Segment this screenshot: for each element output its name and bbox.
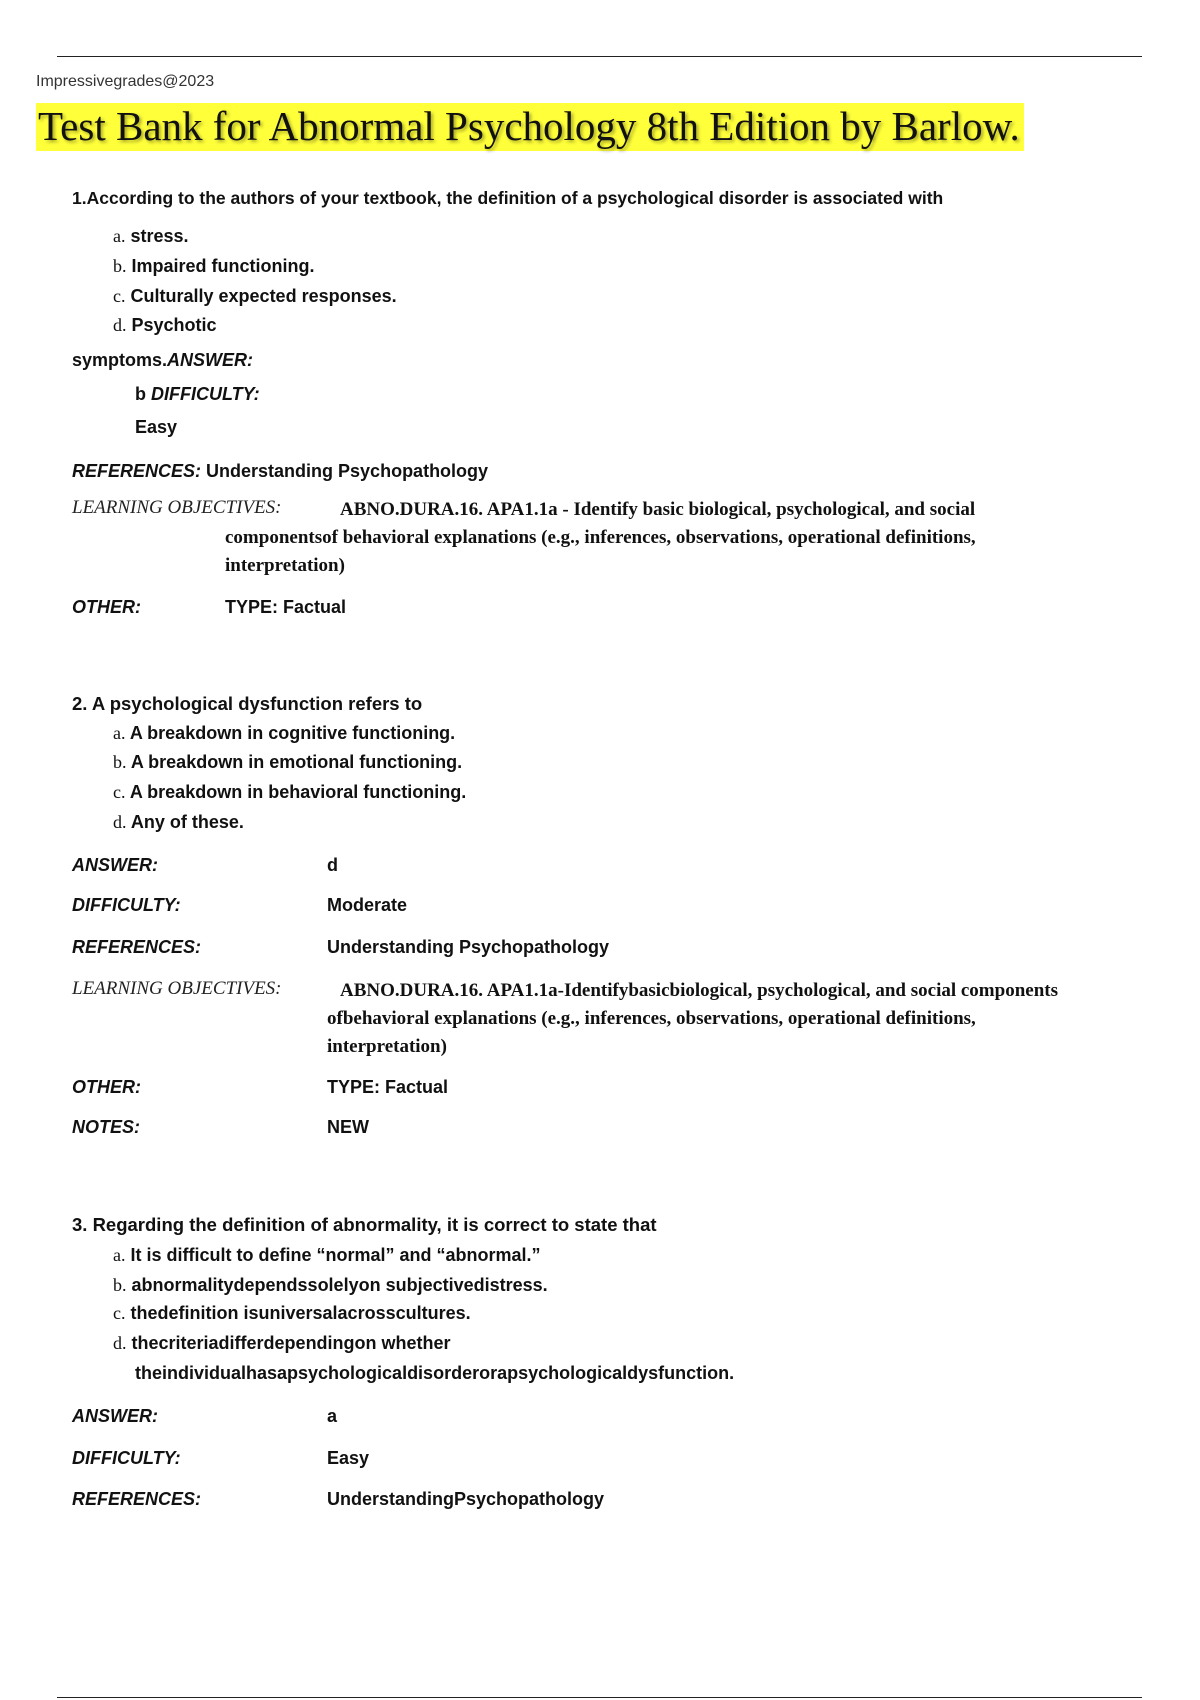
question-1-lo-line2: componentsof behavioral explanations (e.g., inferences, observations, operational definitions,: [225, 527, 976, 548]
page-title: Test Bank for Abnormal Psychology 8th Edition by Barlow.: [36, 103, 1024, 151]
question-2-other: TYPE: Factual: [327, 1077, 449, 1097]
question-2-notes: NEW: [327, 1117, 369, 1137]
question-3-option-b: b. abnormalitydependssolelyon subjectivedistress.: [113, 1275, 548, 1295]
question-2-lo-line3: interpretation): [327, 1036, 447, 1057]
question-2-option-b: b. A breakdown in emotional functioning.: [113, 752, 463, 772]
question-3-answer-label: ANSWER:: [72, 1406, 158, 1426]
question-2-other-label: OTHER:: [72, 1077, 141, 1097]
question-1-answer: b DIFFICULTY:: [135, 384, 260, 404]
question-3-option-a: a. It is difficult to define “normal” and “abnormal.”: [113, 1245, 541, 1265]
question-1-references: REFERENCES: Understanding Psychopathology: [72, 461, 489, 481]
question-2-difficulty-label: DIFFICULTY:: [72, 895, 181, 915]
question-1-difficulty: Easy: [135, 417, 178, 437]
question-3-difficulty: Easy: [327, 1448, 370, 1468]
question-2-answer: d: [327, 855, 338, 875]
question-1-option-d: d. Psychotic: [113, 315, 217, 335]
question-2-references: Understanding Psychopathology: [327, 937, 610, 957]
question-1-other-label: OTHER:: [72, 597, 141, 617]
question-3-stem: 3. Regarding the definition of abnormality, it is correct to state that: [72, 1214, 657, 1235]
question-2-option-d: d. Any of these.: [113, 812, 244, 832]
question-1-option-c: c. Culturally expected responses.: [113, 286, 397, 306]
question-3-difficulty-label: DIFFICULTY:: [72, 1448, 181, 1468]
question-2-option-a: a. A breakdown in cognitive functioning.: [113, 723, 456, 743]
question-1-stem: 1.According to the authors of your textbook, the definition of a psychological disorder is associated with: [72, 188, 944, 208]
question-1-lo-line3: interpretation): [225, 555, 345, 576]
question-3-answer: a: [327, 1406, 338, 1426]
question-1-lo-line1: ABNO.DURA.16. APA1.1a - Identify basic biological, psychological, and social: [340, 499, 976, 520]
question-2-lo-label: LEARNING OBJECTIVES:: [72, 978, 282, 999]
question-1-option-b: b. Impaired functioning.: [113, 256, 315, 276]
question-2-references-label: REFERENCES:: [72, 937, 202, 957]
question-2-option-c: c. A breakdown in behavioral functioning.: [113, 782, 467, 802]
question-3-option-d-cont: theindividualhasapsychologicaldisorderorapsychologicaldysfunction.: [135, 1363, 735, 1383]
question-1-option-a: a. stress.: [113, 226, 189, 246]
question-2-answer-label: ANSWER:: [72, 855, 158, 875]
question-3-option-d: d. thecriteriadifferdependingon whether: [113, 1333, 451, 1353]
question-1-other: TYPE: Factual: [225, 597, 347, 617]
question-2-lo-line1: ABNO.DURA.16. APA1.1a-Identifybasicbiological, psychological, and social components: [340, 980, 1058, 1001]
question-1-lo-label: LEARNING OBJECTIVES:: [72, 497, 282, 518]
top-rule: [57, 56, 1142, 57]
question-2-lo-line2: ofbehavioral explanations (e.g., inferences, observations, operational definitions,: [327, 1008, 976, 1029]
bottom-rule: [57, 1697, 1142, 1698]
question-1-option-d-wrap: symptoms.ANSWER:: [72, 350, 254, 370]
question-3-references: UnderstandingPsychopathology: [327, 1489, 605, 1509]
question-2-difficulty: Moderate: [327, 895, 408, 915]
question-2-stem: 2. A psychological dysfunction refers to: [72, 693, 423, 714]
question-3-references-label: REFERENCES:: [72, 1489, 202, 1509]
watermark: Impressivegrades@2023: [36, 73, 215, 90]
question-3-option-c: c. thedefinition isuniversalacrosscultures.: [113, 1303, 471, 1323]
question-2-notes-label: NOTES:: [72, 1117, 141, 1137]
